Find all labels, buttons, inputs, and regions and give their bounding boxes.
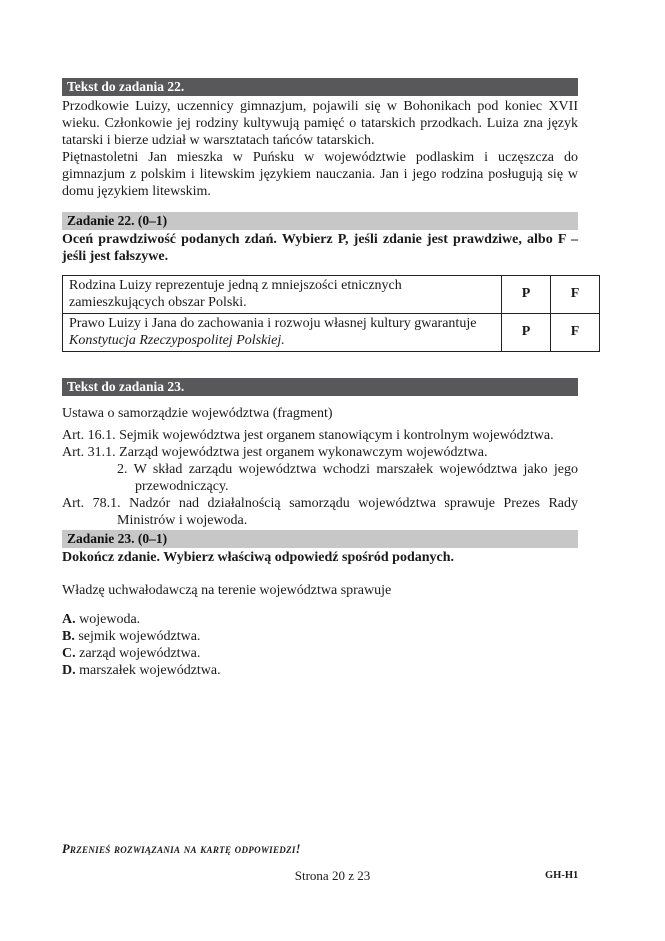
statement-text: Rodzina Luizy reprezentuje jedną z mniejszości etnicznych zamieszkujących obszar Polski. <box>69 278 402 310</box>
section-header-tekst-22-label: Tekst do zadania 22. <box>67 79 185 94</box>
option-a <box>62 611 578 628</box>
task-22-instruction: Oceń prawdziwość podanych zdań. Wybierz P, jeśli zdanie jest prawdziwe, albo F – jeśli jest fałszywe. <box>62 232 578 264</box>
transfer-answers-note: Przenieś rozwiązania na kartę odpowiedzi! <box>62 842 301 856</box>
intro-paragraph-2: Piętnastoletni Jan mieszka w Puńsku w województwie podlaskim i uczęszcza do gimnazjum z polskim i litewskim językiem nauczania. Jan i jego rodzina posługują się w domu językiem litewskim. <box>62 150 578 199</box>
article-label: Art. 16.1. <box>62 428 116 443</box>
intro-paragraph-1: Przodkowie Luizy, uczennicy gimnazjum, pojawili się w Bohonikach pod koniec XVII wieku. Członkowie jej rodziny kultywują pamięć o tatarskich przodkach. Luiza zna język tatarski i bierze udział w warsztatach tańców tatarskich. <box>62 99 578 148</box>
section-header-tekst-23-label: Tekst do zadania 23. <box>67 379 185 394</box>
section-header-tekst-22 <box>62 78 578 96</box>
article-subline <box>62 461 578 495</box>
article-label: Art. 78.1. <box>62 496 121 511</box>
table-row <box>63 276 600 314</box>
option-c <box>62 645 578 662</box>
answer-options <box>62 611 578 679</box>
table-row <box>63 314 600 352</box>
article-line <box>62 444 578 461</box>
article-line <box>62 495 578 529</box>
option-d-label: D. <box>62 663 76 678</box>
true-cell: P <box>502 276 551 314</box>
page-number: Strona 20 z 23 <box>294 868 371 883</box>
statement-cell <box>63 314 502 352</box>
option-b <box>62 628 578 645</box>
article-label: 2. <box>117 462 128 477</box>
option-c-label: C. <box>62 646 76 661</box>
statement-cell <box>63 276 502 314</box>
option-a-label: A. <box>62 612 76 627</box>
article-text: W skład zarządu województwa wchodzi marszałek województwa jako jego przewodniczący. <box>133 462 578 494</box>
task-header-zadanie-22-label: Zadanie 22. (0–1) <box>67 213 168 228</box>
false-cell: F <box>551 314 600 352</box>
article-label: Art. 31.1. <box>62 445 116 460</box>
article-text: Nadzór nad działalnością samorządu województwa sprawuje Prezes Rady Ministrów i wojewoda. <box>117 496 579 528</box>
task-header-zadanie-22 <box>62 212 578 230</box>
page-content <box>62 0 578 679</box>
option-c-text: zarząd województwa. <box>79 646 201 661</box>
exam-sheet-code: GH-H1 <box>545 870 579 881</box>
section-header-tekst-23 <box>62 378 578 396</box>
question-stem: Władzę uchwałodawczą na terenie województwa sprawuje <box>62 583 392 598</box>
option-d <box>62 662 578 679</box>
article-line <box>62 427 578 444</box>
article-text: Zarząd województwa jest organem wykonawczym województwa. <box>119 445 488 460</box>
task-header-zadanie-23-label: Zadanie 23. (0–1) <box>67 531 168 546</box>
option-b-text: sejmik województwa. <box>78 629 201 644</box>
task-header-zadanie-23 <box>62 530 578 548</box>
statement-text-italic: Konstytucja Rzeczypospolitej Polskiej. <box>69 332 285 348</box>
true-false-table <box>62 275 600 352</box>
option-b-label: B. <box>62 629 75 644</box>
false-cell: F <box>551 276 600 314</box>
task-23-instruction: Dokończ zdanie. Wybierz właściwą odpowiedź spośród podanych. <box>62 550 455 565</box>
statement-text: Prawo Luizy i Jana do zachowania i rozwoju własnej kultury gwarantuje <box>69 316 477 331</box>
option-a-text: wojewoda. <box>79 612 141 627</box>
true-cell: P <box>502 314 551 352</box>
article-text: Sejmik województwa jest organem stanowiącym i kontrolnym województwa. <box>119 428 554 443</box>
option-d-text: marszałek województwa. <box>79 663 221 678</box>
source-title: Ustawa o samorządzie województwa (fragment) <box>62 406 333 421</box>
articles-list <box>62 427 578 529</box>
